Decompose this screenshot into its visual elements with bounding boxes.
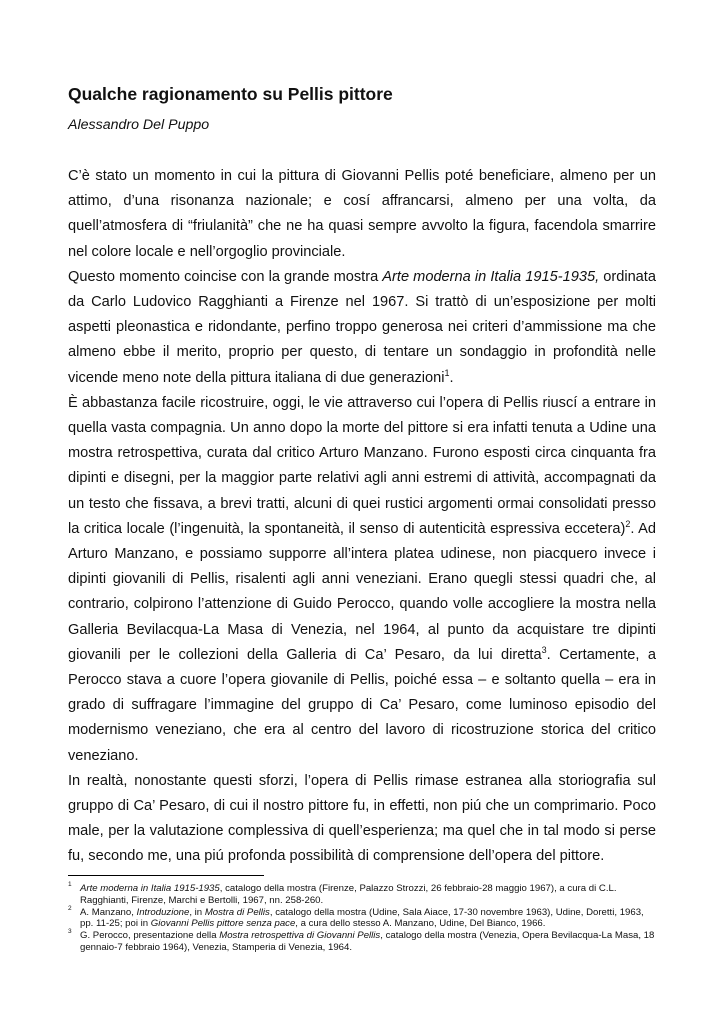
paragraph-1: C’è stato un momento in cui la pittura di Giovanni Pellis poté beneficiare, almeno per un attimo, d’una risonanza nazionale; e cosí affrancarsi, almeno per una volta, da quell’atmosfera di “friulanità” che ne ha quasi sempre avvolto la figura, facendola smarrire nel colore locale e nell’orgoglio provinciale. (68, 168, 656, 260)
paragraph-3 (68, 391, 656, 769)
paragraph-4: In realtà, nonostante questi sforzi, l’opera di Pellis rimase estranea alla storiografia sul gruppo di Ca’ Pesaro, di cui il nostro pittore fu, in effetti, non piú che un comprimario. Poco male, per la valutazione complessiva di quell’esperienza; ma quel che in tal modo si perse fu, secondo me, una piú profonda possibilità di comprensione dell’opera del pittore. (68, 772, 656, 865)
footnote-italic: Mostra retrospettiva di Giovanni Pellis (219, 930, 381, 942)
footnote-italic: Giovanni Pellis pittore senza pace (150, 918, 296, 930)
paragraph-2-text-a: Questo momento coincise con la grande mostra (68, 268, 383, 285)
article-title: Qualche ragionamento su Pellis pittore (68, 84, 393, 104)
footnote-2 (68, 904, 658, 931)
paragraph-3-text-b: . Ad Arturo Manzano, e possiamo supporre all’intera platea udinese, non piacquero invece i dipinti giovanili di Pellis, risalenti agli anni veneziani. Erano quegli stessi quadri che, al contrario, colpirono l’attenzione di Guido Perocco, quando volle accogliere la mostra nella Galleria Bevilacqua-La Masa di Venezia, nel 1964, al punto da acquistare tre dipinti giovanili per le collezioni della Galleria di Ca’ Pesaro, da lui diretta (68, 520, 656, 663)
footnote-text: A. Manzano, (80, 906, 137, 918)
footnote-number: 3 (68, 928, 72, 936)
footnote-text: , a cura dello stesso A. Manzano, Udine, Del Bianco, 1966. (295, 918, 546, 930)
footnote-ref-2[interactable]: 2 (625, 518, 631, 529)
article-body (68, 164, 656, 870)
footnote-number: 2 (68, 904, 72, 912)
footnote-text: , in (189, 906, 205, 918)
paragraph-3-text-c: . Certamente, a Perocco stava a cuore l’opera giovanile di Pellis, poiché essa – e soltanto quella – era in grado di suffragare l’immagine del gruppo di Ca’ Pesaro, come luminoso episodio del modernismo veneziano, che era al centro del lavoro di ricostruzione storica del critico veneziano. (68, 646, 656, 764)
footnote-text: , catalogo della mostra (Venezia, Opera Bevilacqua-La Masa, 18 gennaio-7 febbraio 1964), Venezia, Stamperia di Venezia, 1964. (80, 930, 655, 953)
paragraph-3-text-a: È abbastanza facile ricostruire, oggi, le vie attraverso cui l’opera di Pellis riuscí a entrare in quella vasta compagnia. Un anno dopo la morte del pittore si era infatti tenuta a Udine una mostra retrospettiva, curata dal critico Arturo Manzano. Furono esposti circa cinquanta fra dipinti e disegni, per la maggior parte relativi agli anni estremi di attività, accompagnati da un testo che fissava, a brevi tratti, alcuni di quei rustici argomenti ormai consolidati presso la critica locale (l’ingenuità, la spontaneità, il senso di autenticità espressiva eccetera) (68, 394, 656, 537)
paragraph-2-text-b: ordinata da Carlo Ludovico Ragghianti a Firenze nel 1967. Si trattò di un’esposizione per molti aspetti pleonastica e ridondante, perfino troppo generosa nei criteri d’ammissione ma che almeno ebbe il merito, proprio per questo, di tentare un sondaggio in profondità nelle vicende meno note della pittura italiana di due generazioni (68, 268, 656, 386)
footnote-ref-1[interactable]: 1 (444, 367, 450, 378)
footnote-text: , catalogo della mostra (Udine, Sala Aiace, 17-30 novembre 1963), Udine, Doretti, 1963, pp. 11-25; poi in (80, 906, 644, 930)
footnotes (68, 883, 658, 954)
footnote-italic: Mostra di Pellis (204, 906, 270, 918)
footnote-italic: Introduzione (136, 906, 190, 918)
paragraph-2-text-c: . (449, 369, 454, 386)
footnote-1 (68, 883, 658, 907)
exhibition-title: Arte moderna in Italia 1915-1935, (382, 268, 600, 285)
footnote-ref-3[interactable]: 3 (541, 644, 547, 655)
article-author: Alessandro Del Puppo (68, 117, 210, 133)
footnote-number: 1 (68, 881, 72, 888)
footnote-text: G. Perocco, presentazione della (80, 930, 220, 942)
paragraph-2 (68, 265, 656, 391)
footnote-italic: Arte moderna in Italia 1915-1935 (80, 883, 220, 894)
footnote-text: , catalogo della mostra (Firenze, Palazzo Strozzi, 26 febbraio-28 maggio 1967), a cura di C.L. Ragghianti, Firenze, Marchi e Bertolli, 1967, nn. 258-260. (80, 883, 617, 906)
footnote-3 (68, 930, 658, 954)
footnote-divider (68, 875, 264, 876)
